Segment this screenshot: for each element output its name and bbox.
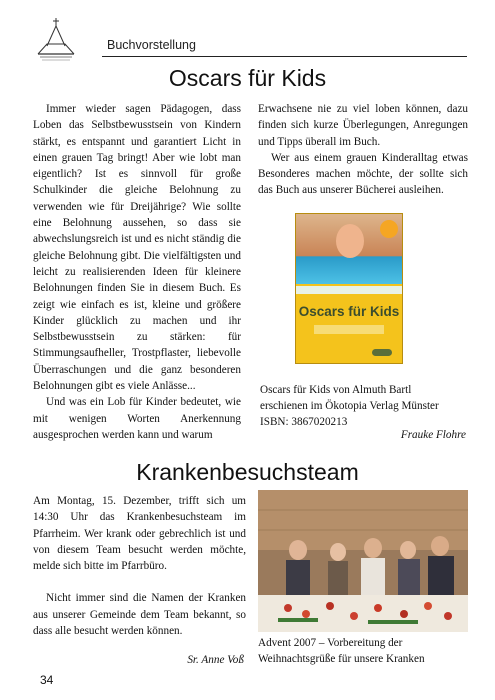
article1-title: Oscars für Kids (168, 65, 327, 91)
parish-logo (34, 16, 78, 66)
article2-title: Krankenbesuchsteam (136, 459, 359, 485)
book-cover-title: Oscars für Kids (298, 304, 400, 319)
article2-text (33, 493, 246, 639)
book-cover-subtitle-block (314, 325, 384, 334)
book-caption-line: erschienen im Ökotopia Verlag Münster (260, 400, 439, 412)
article1-paragraph: Und was ein Lob für Kinder bedeutet, wie mit wenigen Worten Anerkennung ausgesprochen werden kann und warum (33, 396, 241, 441)
book-caption (260, 382, 470, 430)
article1-author: Frauke Flohre (400, 429, 466, 441)
book-cover-publisher-mark (372, 349, 392, 356)
book-cover-badge (380, 220, 398, 238)
team-photo (258, 490, 468, 632)
article1-paragraph: Erwachsene nie zu viel loben können, dazu finden sich kurze Überlegungen, Anregungen und Tipps überall im Buch. (258, 103, 468, 148)
book-caption-line: ISBN: 3867020213 (260, 416, 348, 428)
article2-author: Sr. Anne Voß (187, 654, 244, 666)
team-photo-caption: Advent 2007 – Vorbereitung der Weihnachtsgrüße für unsere Kranken (258, 637, 425, 665)
article2-paragraph: Am Montag, 15. Dezember, trifft sich um 14:30 Uhr das Krankenbesuchsteam im Pfarrheim. Wer krank oder gebrechlich ist und von diesem Team besucht werden möchte, melde sich bitte im Pfarrbüro. (33, 495, 246, 573)
section-label: Buchvorstellung (107, 38, 196, 52)
article1-column-2 (258, 101, 468, 199)
book-cover-image (295, 213, 403, 364)
article1-paragraph: Wer aus einem grauen Kinderalltag etwas Besonderes machen möchte, der sollte sich das Buch aus unserer Bücherei ausleihen. (258, 151, 468, 197)
page-number: 34 (40, 673, 54, 687)
article2-paragraph: Nicht immer sind die Namen der Kranken aus unserer Gemeinde dem Team bekannt, so dass alle besucht werden können. (33, 592, 246, 638)
header-rule (102, 56, 467, 57)
article1-column-1 (33, 101, 241, 443)
book-caption-line: Oscars für Kids von Almuth Bartl (260, 384, 412, 396)
article1-paragraph: Immer wieder sagen Pädagogen, dass Loben das Selbstbewusstsein von Kindern stärkt, es entspannt und garantiert Licht in einen grauen Tag bringt! Aber wie lobt man eigentlich? Ist es sinnvoll für große Schulkinder die gleiche Belohnung zu verwenden wie für Dreijährige? Wie sollte eine Belohnung aussehen, so dass sie abwechslungsreich ist und es nicht ständig die gleiche Belohnung gibt. Die vielfältigsten und leicht zu realisierenden Ideen für kleinere Belohnungen finden Sie in diesem Buch. Es zeigt wie einfach es ist, kleine und größere Kinder glücklich zu machen und ihr Selbstbewusstsein zu stärken: für Stimmungsaufheller, Trostpflaster, liebevolle Überraschungen und die ganz besonderen Belohnungen gibt es viele Anlässe... (33, 103, 241, 393)
book-cover-band (296, 286, 402, 294)
